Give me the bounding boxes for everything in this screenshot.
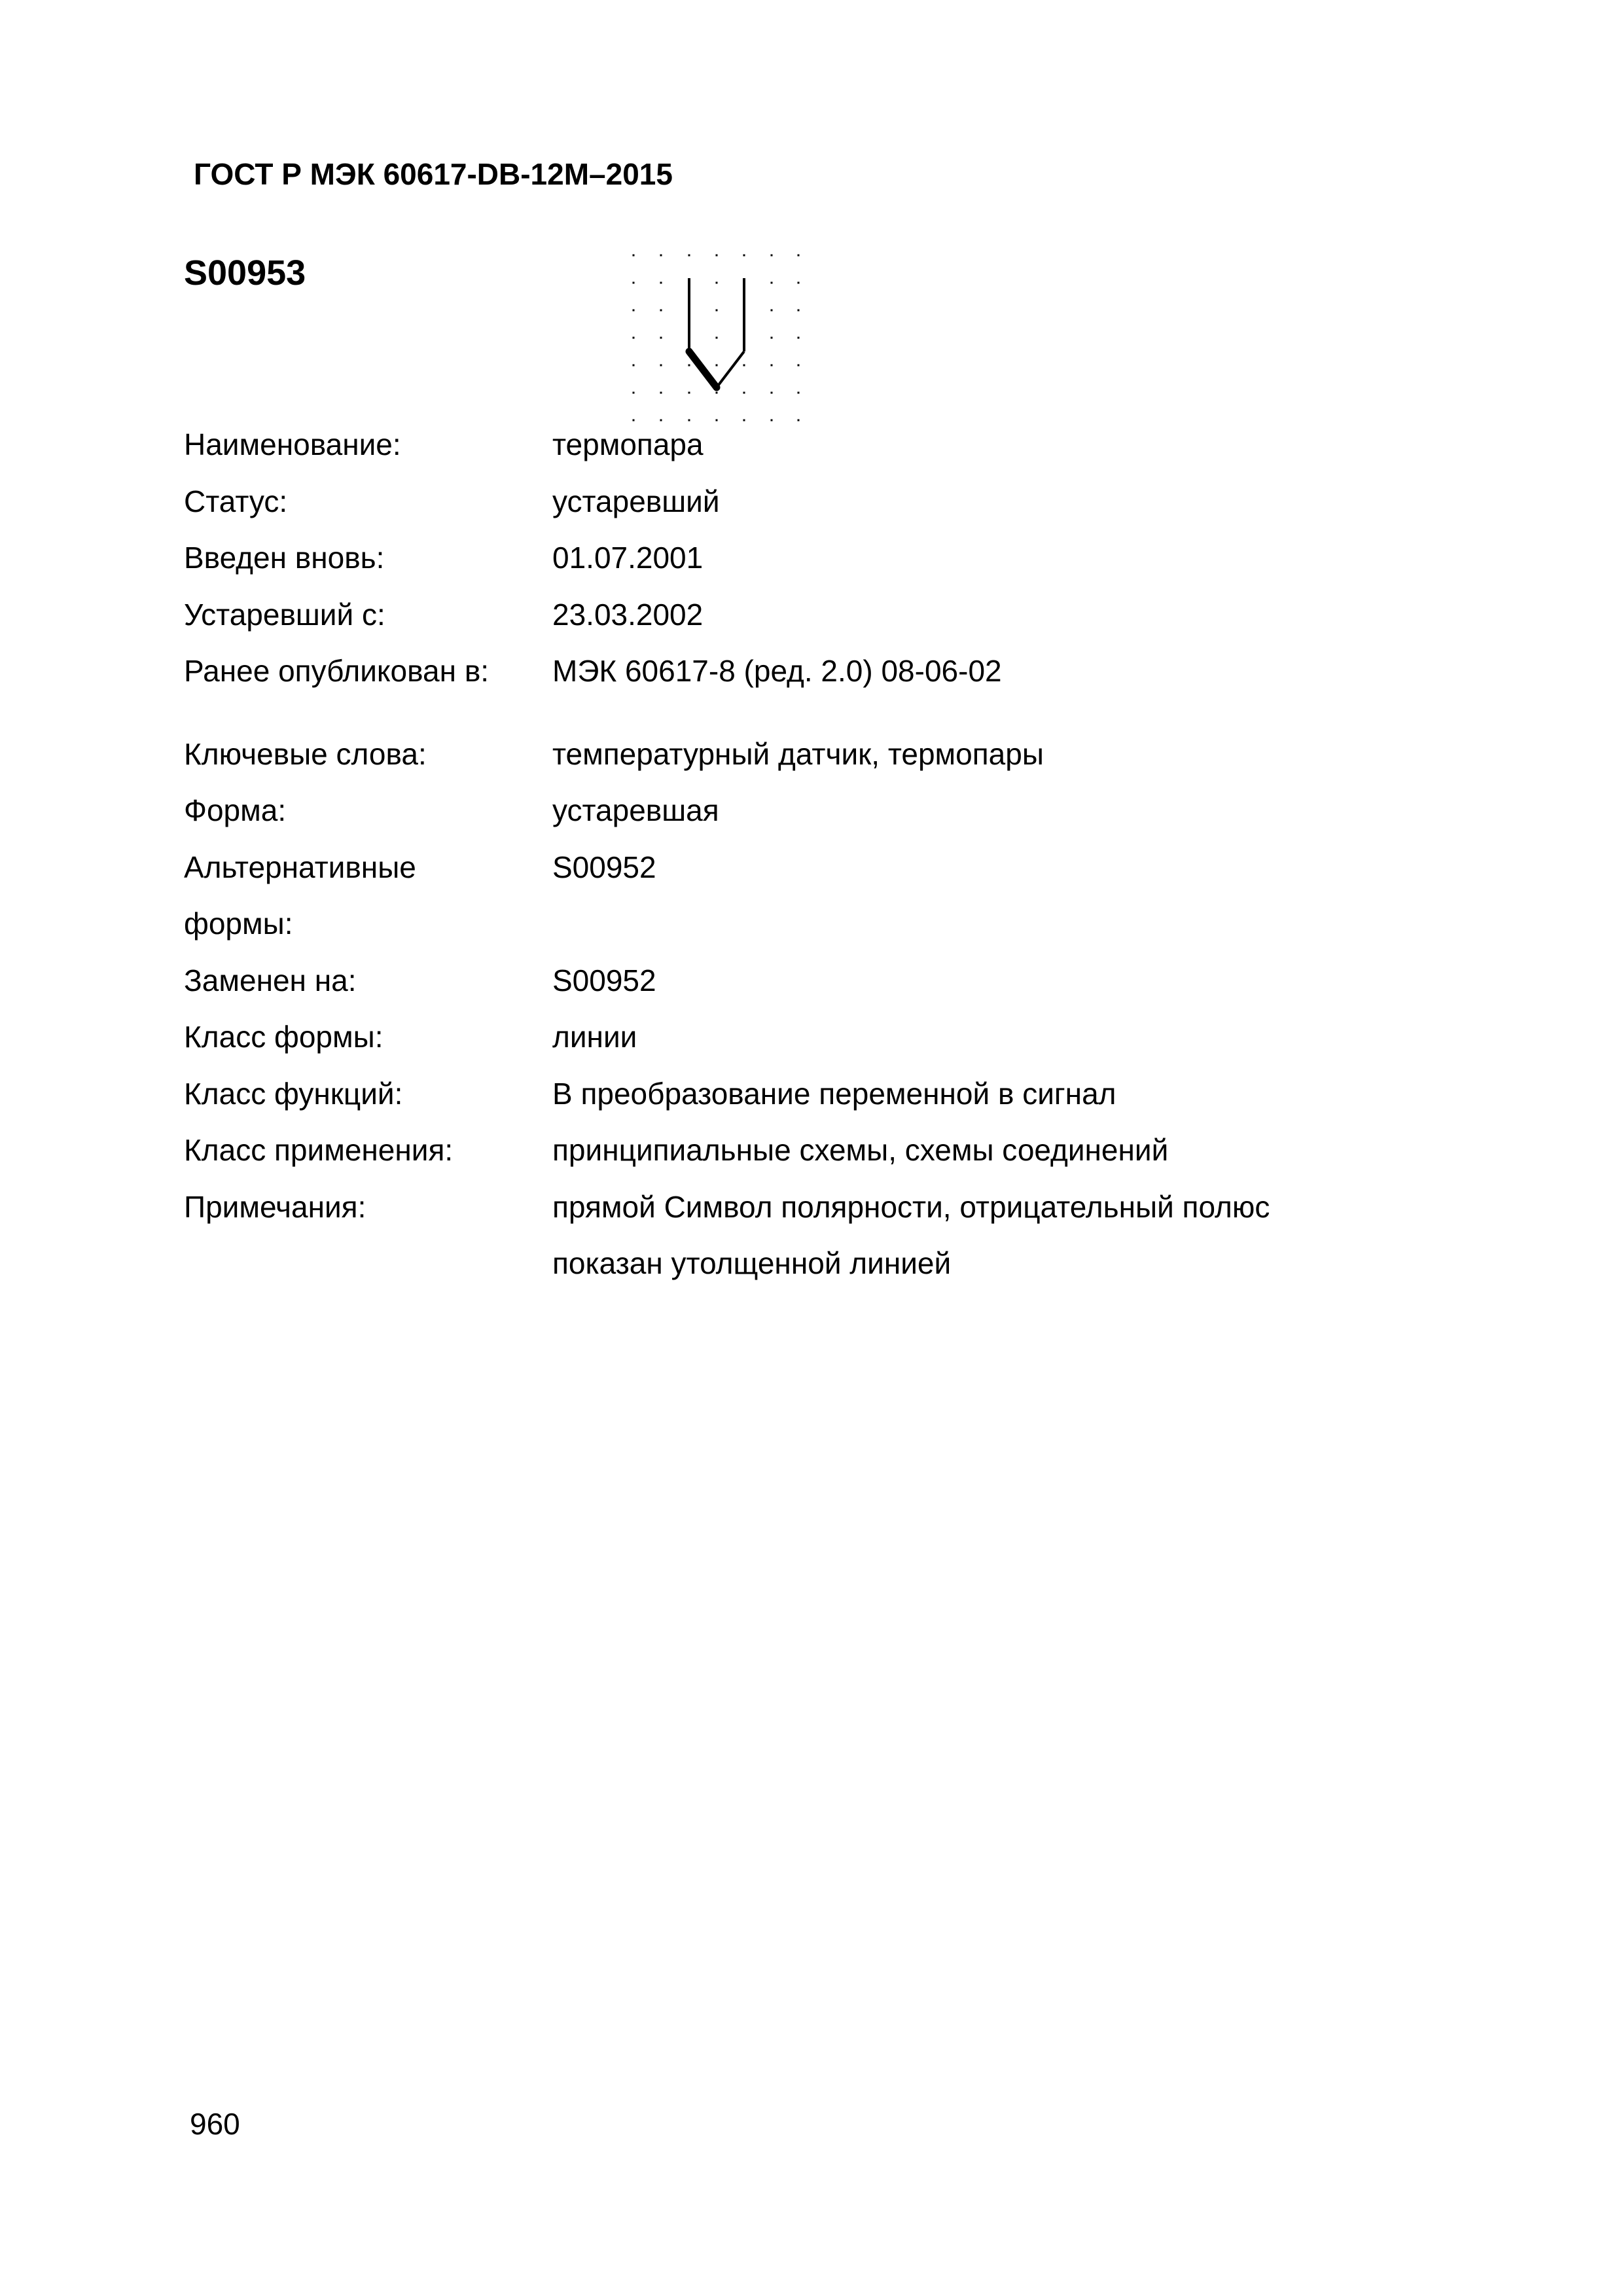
grid-dot [688, 365, 690, 367]
grid-dots [633, 255, 800, 422]
property-row [184, 586, 1427, 643]
property-label: Заменен на: [184, 963, 357, 997]
property-value: устаревшая [552, 793, 719, 827]
property-value [552, 895, 1427, 952]
property-label: Форма: [184, 793, 287, 827]
property-label: Устаревший с: [184, 597, 385, 632]
property-label: Ключевые слова: [184, 736, 427, 771]
property-label: Класс формы: [184, 1020, 383, 1054]
property-value: показан утолщенной линией [552, 1246, 952, 1280]
grid-dot [798, 365, 800, 367]
grid-dot [743, 255, 745, 257]
grid-dot [660, 310, 662, 312]
property-row [184, 895, 1427, 952]
grid-dot [798, 255, 800, 257]
property-row [184, 529, 1427, 586]
grid-dot [743, 392, 745, 394]
grid-dot [660, 392, 662, 394]
grid-dot [716, 255, 718, 257]
property-row [184, 416, 1427, 473]
symbol-code: S00953 [184, 253, 306, 293]
grid-dot [688, 255, 690, 257]
property-label: Введен вновь: [184, 541, 385, 575]
property-label: Класс функций: [184, 1076, 403, 1111]
property-value: устаревший [552, 484, 720, 518]
property-row [184, 952, 1427, 1009]
property-label: Примечания: [184, 1189, 366, 1224]
positive-pole-thin-line [717, 351, 744, 387]
property-row [184, 839, 1427, 896]
property-value: 23.03.2002 [552, 597, 704, 632]
property-value: температурный датчик, термопары [552, 736, 1044, 771]
page-number: 960 [190, 2107, 240, 2141]
grid-dot [798, 282, 800, 284]
grid-dot [771, 365, 773, 367]
grid-dot [716, 392, 718, 394]
property-row [184, 1122, 1427, 1179]
grid-dot [798, 337, 800, 339]
property-label: Класс применения: [184, 1133, 454, 1167]
properties-table [184, 416, 1427, 1292]
grid-dot [660, 282, 662, 284]
property-value: 01.07.2001 [552, 541, 704, 575]
property-value: линии [552, 1020, 637, 1054]
property-row [184, 1066, 1427, 1122]
property-label: формы: [184, 906, 293, 941]
grid-dot [633, 310, 635, 312]
property-value: В преобразование переменной в сигнал [552, 1076, 1116, 1111]
property-label: Наименование: [184, 427, 401, 461]
grid-dot [660, 337, 662, 339]
symbol-grid-figure [615, 249, 812, 425]
property-value: МЭК 60617-8 (ред. 2.0) 08-06-02 [552, 654, 1002, 688]
grid-dot [660, 255, 662, 257]
grid-dot [716, 365, 718, 367]
grid-dot [743, 365, 745, 367]
property-value: принципиальные схемы, схемы соединений [552, 1133, 1169, 1167]
grid-dot [633, 255, 635, 257]
property-row [184, 1009, 1427, 1066]
grid-dot [798, 310, 800, 312]
document-header: ГОСТ Р МЭК 60617-DB-12M–2015 [194, 157, 673, 191]
property-value: S00952 [552, 963, 656, 997]
property-row [184, 473, 1427, 530]
grid-dot [771, 392, 773, 394]
grid-dot [771, 337, 773, 339]
grid-dot [771, 255, 773, 257]
grid-dot [633, 282, 635, 284]
property-label: Ранее опубликован в: [184, 654, 490, 688]
grid-dot [660, 365, 662, 367]
property-label [184, 1235, 552, 1292]
grid-dot [633, 365, 635, 367]
property-label: Статус: [184, 484, 288, 518]
grid-dot [716, 310, 718, 312]
property-row [184, 1235, 1427, 1292]
property-row [184, 726, 1427, 783]
grid-dot [798, 392, 800, 394]
property-label: Альтернативные [184, 850, 416, 884]
grid-dot [716, 337, 718, 339]
property-value: S00952 [552, 850, 656, 884]
property-row [184, 1179, 1427, 1236]
negative-pole-thick-line [689, 351, 717, 387]
grid-dot [633, 392, 635, 394]
grid-dot [633, 337, 635, 339]
grid-dot [716, 282, 718, 284]
grid-dot [771, 310, 773, 312]
property-value: прямой Символ полярности, отрицательный полюс [552, 1189, 1270, 1224]
thermocouple-symbol-icon [615, 249, 812, 425]
property-row [184, 643, 1427, 700]
grid-dot [688, 392, 690, 394]
grid-dot [771, 282, 773, 284]
property-row [184, 782, 1427, 839]
property-value: термопара [552, 427, 704, 461]
